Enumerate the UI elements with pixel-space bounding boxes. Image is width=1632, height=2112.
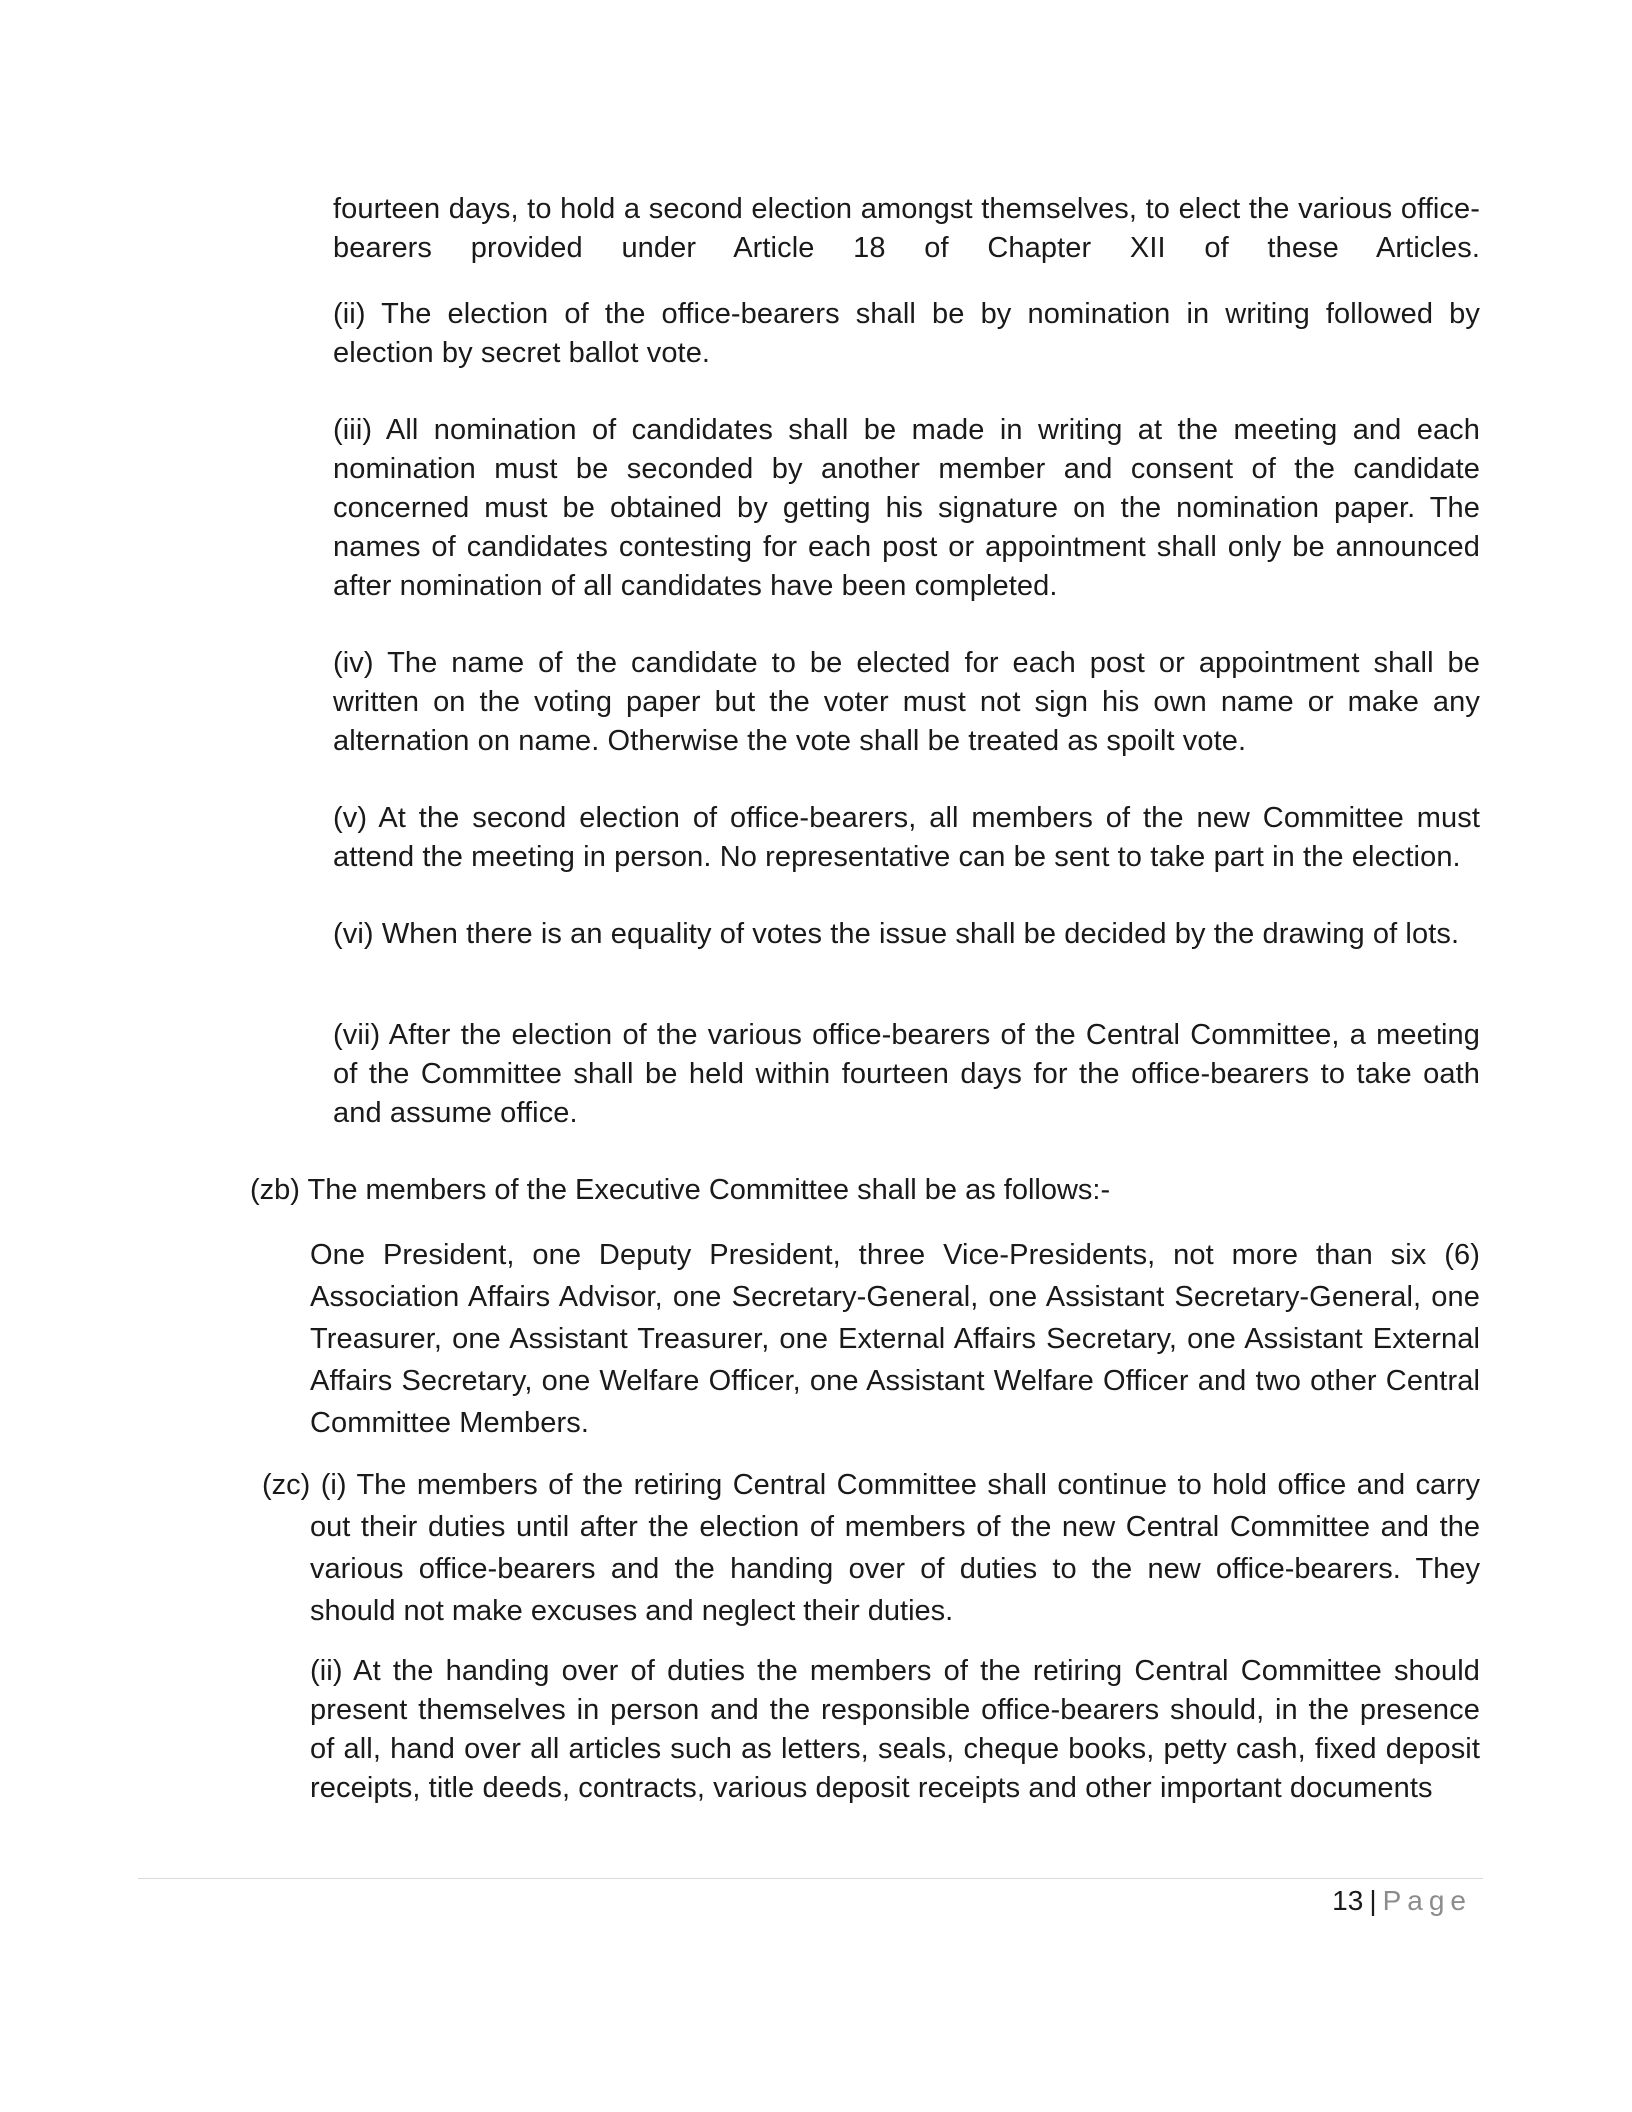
footer-separator: | bbox=[1369, 1885, 1377, 1916]
paragraph-iii: (iii) All nomination of candidates shall be made in writing at the meeting and each nomination must be seconded by another member and consent of the candidate concerned must be obtained by getting his signature on the nomination paper. The names of candidates contesting for each post or appointment shall only be announced after nomination of all candidates have been completed. bbox=[333, 414, 1480, 602]
paragraph-iv: (iv) The name of the candidate to be elected for each post or appointment shall be written on the voting paper but the voter must not sign his own name or make any alternation on name. Otherwise the vote shall be treated as spoilt vote. bbox=[333, 647, 1480, 757]
paragraph-ii: (ii) The election of the office-bearers shall be by nomination in writing followed by election by secret ballot vote. bbox=[333, 298, 1480, 369]
section-zc-ii: (ii) At the handing over of duties the members of the retiring Central Committee should present themselves in person and the responsible office-bearers should, in the presence of all, hand over all articles such as letters, seals, cheque books, petty cash, fixed deposit receipts, title deeds, contracts, various deposit receipts and other important documents bbox=[310, 1655, 1480, 1804]
page-footer bbox=[1332, 1883, 1472, 1919]
paragraph-continuation: fourteen days, to hold a second election amongst themselves, to elect the various office-bearers provided under Article 18 of Chapter XII of these Articles. bbox=[333, 193, 1480, 264]
section-zb-heading: (zb) The members of the Executive Committee shall be as follows:- bbox=[250, 1174, 1111, 1206]
paragraph-vii: (vii) After the election of the various office-bearers of the Central Committee, a meeting of the Committee shall be held within fourteen days for the office-bearers to take oath and assume office. bbox=[333, 1019, 1480, 1129]
paragraph-v: (v) At the second election of office-bearers, all members of the new Committee must attend the meeting in person. No representative can be sent to take part in the election. bbox=[333, 802, 1480, 873]
page-number: 13 bbox=[1332, 1885, 1364, 1916]
section-zc-i: (zc) (i) The members of the retiring Central Committee shall continue to hold office and carry out their duties until after the election of members of the new Central Committee and the various office-bearers and the handing over of duties to the new office-bearers. They should not make excuses and neglect their duties. bbox=[262, 1469, 1480, 1627]
footer-divider bbox=[138, 1878, 1483, 1879]
section-zb-body: One President, one Deputy President, three Vice-Presidents, not more than six (6) Association Affairs Advisor, one Secretary-General, one Assistant Secretary-General, one Treasurer, one Assistant Treasurer, one External Affairs Secretary, one Assistant External Affairs Secretary, one Welfare Officer, one Assistant Welfare Officer and two other Central Committee Members. bbox=[310, 1239, 1480, 1439]
paragraph-vi: (vi) When there is an equality of votes the issue shall be decided by the drawing of lots. bbox=[333, 918, 1460, 950]
page-word: Page bbox=[1382, 1885, 1472, 1916]
